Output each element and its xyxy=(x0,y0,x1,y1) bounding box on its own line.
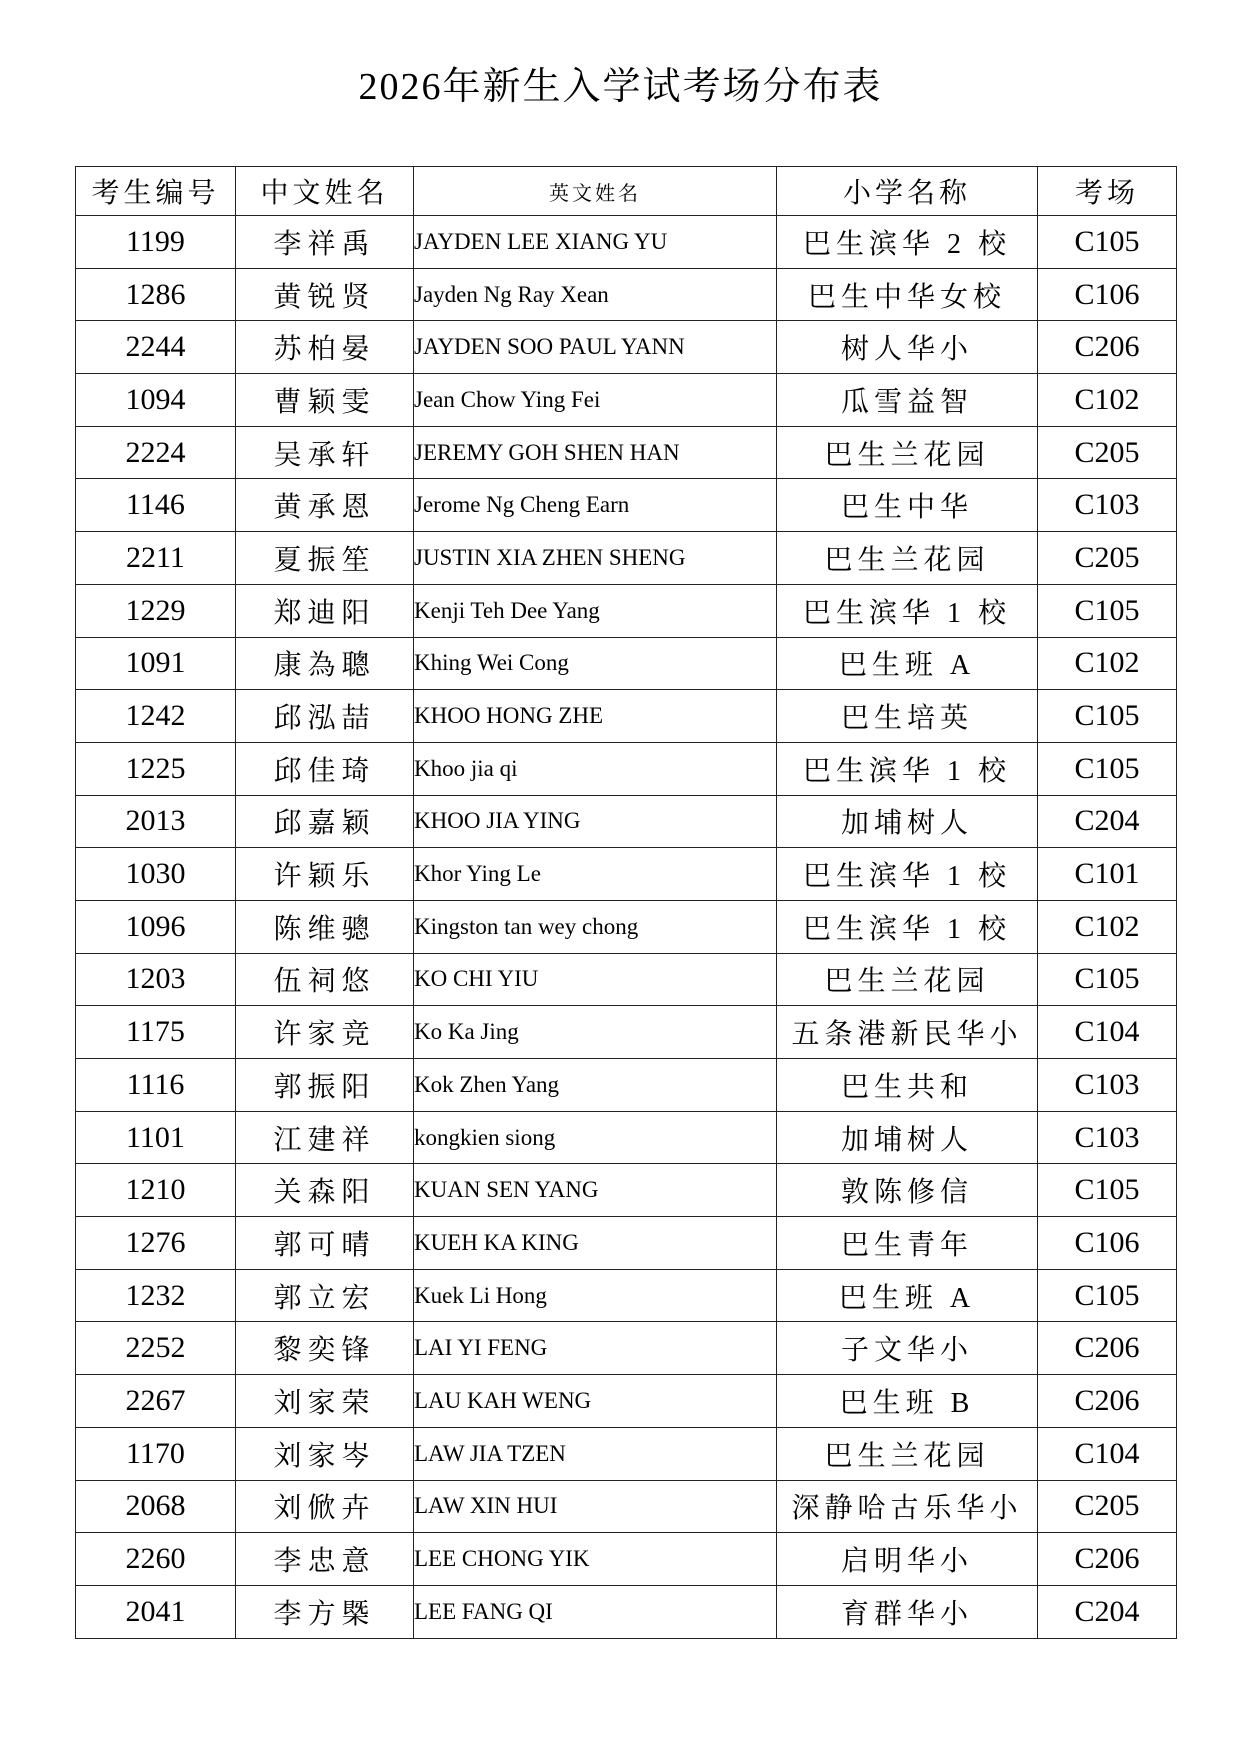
english-name-cell: LEE CHONG YIK xyxy=(414,1533,777,1586)
table-row xyxy=(76,795,1177,848)
chinese-name-cell: 李方槩 xyxy=(236,1585,414,1638)
exam-room-cell: C206 xyxy=(1038,1375,1177,1428)
table-body xyxy=(76,216,1177,1639)
candidate-id-cell: 2013 xyxy=(76,795,236,848)
primary-school-cell: 启明华小 xyxy=(777,1533,1038,1586)
candidate-id-cell: 1091 xyxy=(76,637,236,690)
exam-room-table xyxy=(75,166,1177,1639)
table-row xyxy=(76,1164,1177,1217)
chinese-name-cell: 江建祥 xyxy=(236,1111,414,1164)
candidate-id-cell: 1116 xyxy=(76,1059,236,1112)
exam-room-cell: C103 xyxy=(1038,1059,1177,1112)
candidate-id-cell: 1175 xyxy=(76,1006,236,1059)
candidate-id-cell: 1203 xyxy=(76,953,236,1006)
exam-room-cell: C104 xyxy=(1038,1006,1177,1059)
primary-school-cell: 巴生滨华 1 校 xyxy=(777,584,1038,637)
header-candidate-id: 考生编号 xyxy=(76,167,236,216)
table-row xyxy=(76,479,1177,532)
chinese-name-cell: 邱泓喆 xyxy=(236,690,414,743)
english-name-cell: Jayden Ng Ray Xean xyxy=(414,268,777,321)
table-row xyxy=(76,1585,1177,1638)
english-name-cell: KUEH KA KING xyxy=(414,1217,777,1270)
primary-school-cell: 树人华小 xyxy=(777,321,1038,374)
chinese-name-cell: 伍祠悠 xyxy=(236,953,414,1006)
primary-school-cell: 巴生青年 xyxy=(777,1217,1038,1270)
table-row xyxy=(76,1269,1177,1322)
exam-room-cell: C103 xyxy=(1038,479,1177,532)
primary-school-cell: 巴生滨华 1 校 xyxy=(777,848,1038,901)
exam-room-cell: C204 xyxy=(1038,795,1177,848)
exam-room-cell: C105 xyxy=(1038,690,1177,743)
header-english-name: 英文姓名 xyxy=(414,167,777,216)
table-row xyxy=(76,426,1177,479)
primary-school-cell: 巴生班 B xyxy=(777,1375,1038,1428)
primary-school-cell: 巴生班 A xyxy=(777,637,1038,690)
english-name-cell: LAI YI FENG xyxy=(414,1322,777,1375)
primary-school-cell: 巴生滨华 1 校 xyxy=(777,900,1038,953)
primary-school-cell: 深静哈古乐华小 xyxy=(777,1480,1038,1533)
table-row xyxy=(76,1427,1177,1480)
table-row xyxy=(76,1375,1177,1428)
header-row xyxy=(76,167,1177,216)
candidate-id-cell: 1232 xyxy=(76,1269,236,1322)
primary-school-cell: 巴生兰花园 xyxy=(777,1427,1038,1480)
primary-school-cell: 育群华小 xyxy=(777,1585,1038,1638)
exam-room-cell: C205 xyxy=(1038,532,1177,585)
primary-school-cell: 巴生班 A xyxy=(777,1269,1038,1322)
header-exam-room: 考场 xyxy=(1038,167,1177,216)
candidate-id-cell: 1094 xyxy=(76,374,236,427)
exam-room-cell: C104 xyxy=(1038,1427,1177,1480)
english-name-cell: Ko Ka Jing xyxy=(414,1006,777,1059)
chinese-name-cell: 许颖乐 xyxy=(236,848,414,901)
exam-room-cell: C206 xyxy=(1038,1322,1177,1375)
chinese-name-cell: 李祥禹 xyxy=(236,216,414,269)
candidate-id-cell: 2267 xyxy=(76,1375,236,1428)
table-row xyxy=(76,374,1177,427)
primary-school-cell: 五条港新民华小 xyxy=(777,1006,1038,1059)
chinese-name-cell: 郭振阳 xyxy=(236,1059,414,1112)
candidate-id-cell: 2211 xyxy=(76,532,236,585)
table-row xyxy=(76,848,1177,901)
english-name-cell: KUAN SEN YANG xyxy=(414,1164,777,1217)
english-name-cell: Kok Zhen Yang xyxy=(414,1059,777,1112)
table-row xyxy=(76,1322,1177,1375)
candidate-id-cell: 1096 xyxy=(76,900,236,953)
exam-room-cell: C102 xyxy=(1038,637,1177,690)
table-row xyxy=(76,742,1177,795)
english-name-cell: kongkien siong xyxy=(414,1111,777,1164)
candidate-id-cell: 1286 xyxy=(76,268,236,321)
primary-school-cell: 子文华小 xyxy=(777,1322,1038,1375)
english-name-cell: Khoo jia qi xyxy=(414,742,777,795)
exam-room-cell: C206 xyxy=(1038,321,1177,374)
exam-room-cell: C103 xyxy=(1038,1111,1177,1164)
chinese-name-cell: 郭立宏 xyxy=(236,1269,414,1322)
table-row xyxy=(76,1217,1177,1270)
candidate-id-cell: 1101 xyxy=(76,1111,236,1164)
chinese-name-cell: 刘俽卉 xyxy=(236,1480,414,1533)
primary-school-cell: 巴生共和 xyxy=(777,1059,1038,1112)
chinese-name-cell: 吴承轩 xyxy=(236,426,414,479)
chinese-name-cell: 黄锐贤 xyxy=(236,268,414,321)
chinese-name-cell: 刘家荣 xyxy=(236,1375,414,1428)
table-row xyxy=(76,1111,1177,1164)
chinese-name-cell: 关森阳 xyxy=(236,1164,414,1217)
exam-room-cell: C102 xyxy=(1038,374,1177,427)
english-name-cell: KHOO JIA YING xyxy=(414,795,777,848)
exam-room-cell: C105 xyxy=(1038,584,1177,637)
english-name-cell: Kuek Li Hong xyxy=(414,1269,777,1322)
english-name-cell: LAW XIN HUI xyxy=(414,1480,777,1533)
exam-room-cell: C105 xyxy=(1038,1164,1177,1217)
candidate-id-cell: 1030 xyxy=(76,848,236,901)
exam-room-cell: C206 xyxy=(1038,1533,1177,1586)
exam-room-cell: C106 xyxy=(1038,268,1177,321)
exam-room-cell: C101 xyxy=(1038,848,1177,901)
english-name-cell: JAYDEN LEE XIANG YU xyxy=(414,216,777,269)
candidate-id-cell: 1242 xyxy=(76,690,236,743)
table-row xyxy=(76,1006,1177,1059)
english-name-cell: LEE FANG QI xyxy=(414,1585,777,1638)
primary-school-cell: 敦陈修信 xyxy=(777,1164,1038,1217)
chinese-name-cell: 邱佳琦 xyxy=(236,742,414,795)
chinese-name-cell: 康為聰 xyxy=(236,637,414,690)
candidate-id-cell: 1229 xyxy=(76,584,236,637)
candidate-id-cell: 1146 xyxy=(76,479,236,532)
candidate-id-cell: 2244 xyxy=(76,321,236,374)
candidate-id-cell: 2224 xyxy=(76,426,236,479)
primary-school-cell: 巴生兰花园 xyxy=(777,532,1038,585)
english-name-cell: LAU KAH WENG xyxy=(414,1375,777,1428)
header-primary-school: 小学名称 xyxy=(777,167,1038,216)
exam-room-cell: C102 xyxy=(1038,900,1177,953)
english-name-cell: JAYDEN SOO PAUL YANN xyxy=(414,321,777,374)
table-row xyxy=(76,637,1177,690)
table-row xyxy=(76,690,1177,743)
header-chinese-name: 中文姓名 xyxy=(236,167,414,216)
english-name-cell: Kenji Teh Dee Yang xyxy=(414,584,777,637)
candidate-id-cell: 1210 xyxy=(76,1164,236,1217)
candidate-id-cell: 1170 xyxy=(76,1427,236,1480)
exam-room-cell: C205 xyxy=(1038,426,1177,479)
english-name-cell: Khing Wei Cong xyxy=(414,637,777,690)
english-name-cell: JEREMY GOH SHEN HAN xyxy=(414,426,777,479)
english-name-cell: Kingston tan wey chong xyxy=(414,900,777,953)
candidate-id-cell: 2260 xyxy=(76,1533,236,1586)
english-name-cell: JUSTIN XIA ZHEN SHENG xyxy=(414,532,777,585)
chinese-name-cell: 郑迪阳 xyxy=(236,584,414,637)
chinese-name-cell: 黎奕锋 xyxy=(236,1322,414,1375)
candidate-id-cell: 2041 xyxy=(76,1585,236,1638)
primary-school-cell: 巴生兰花园 xyxy=(777,953,1038,1006)
chinese-name-cell: 邱嘉颖 xyxy=(236,795,414,848)
primary-school-cell: 巴生培英 xyxy=(777,690,1038,743)
primary-school-cell: 巴生滨华 2 校 xyxy=(777,216,1038,269)
table-row xyxy=(76,532,1177,585)
candidate-id-cell: 1199 xyxy=(76,216,236,269)
chinese-name-cell: 陈维骢 xyxy=(236,900,414,953)
chinese-name-cell: 苏柏晏 xyxy=(236,321,414,374)
exam-room-cell: C105 xyxy=(1038,742,1177,795)
primary-school-cell: 加埔树人 xyxy=(777,795,1038,848)
table-row xyxy=(76,1533,1177,1586)
chinese-name-cell: 许家竞 xyxy=(236,1006,414,1059)
english-name-cell: Khor Ying Le xyxy=(414,848,777,901)
chinese-name-cell: 夏振笙 xyxy=(236,532,414,585)
exam-room-cell: C105 xyxy=(1038,216,1177,269)
table-row xyxy=(76,900,1177,953)
table-row xyxy=(76,584,1177,637)
exam-room-cell: C205 xyxy=(1038,1480,1177,1533)
chinese-name-cell: 郭可晴 xyxy=(236,1217,414,1270)
chinese-name-cell: 刘家岑 xyxy=(236,1427,414,1480)
exam-room-cell: C204 xyxy=(1038,1585,1177,1638)
chinese-name-cell: 李忠意 xyxy=(236,1533,414,1586)
primary-school-cell: 巴生中华女校 xyxy=(777,268,1038,321)
candidate-id-cell: 2068 xyxy=(76,1480,236,1533)
english-name-cell: LAW JIA TZEN xyxy=(414,1427,777,1480)
candidate-id-cell: 2252 xyxy=(76,1322,236,1375)
exam-room-cell: C106 xyxy=(1038,1217,1177,1270)
exam-room-cell: C105 xyxy=(1038,1269,1177,1322)
primary-school-cell: 加埔树人 xyxy=(777,1111,1038,1164)
primary-school-cell: 瓜雪益智 xyxy=(777,374,1038,427)
chinese-name-cell: 曹颖雯 xyxy=(236,374,414,427)
english-name-cell: KO CHI YIU xyxy=(414,953,777,1006)
exam-room-cell: C105 xyxy=(1038,953,1177,1006)
english-name-cell: KHOO HONG ZHE xyxy=(414,690,777,743)
table-header xyxy=(76,167,1177,216)
candidate-id-cell: 1276 xyxy=(76,1217,236,1270)
candidate-id-cell: 1225 xyxy=(76,742,236,795)
table-row xyxy=(76,1059,1177,1112)
table-row xyxy=(76,216,1177,269)
english-name-cell: Jean Chow Ying Fei xyxy=(414,374,777,427)
primary-school-cell: 巴生中华 xyxy=(777,479,1038,532)
table-row xyxy=(76,953,1177,1006)
page-title: 2026年新生入学试考场分布表 xyxy=(358,66,883,108)
table-row xyxy=(76,321,1177,374)
primary-school-cell: 巴生兰花园 xyxy=(777,426,1038,479)
chinese-name-cell: 黄承恩 xyxy=(236,479,414,532)
table-row xyxy=(76,1480,1177,1533)
table-row xyxy=(76,268,1177,321)
primary-school-cell: 巴生滨华 1 校 xyxy=(777,742,1038,795)
english-name-cell: Jerome Ng Cheng Earn xyxy=(414,479,777,532)
